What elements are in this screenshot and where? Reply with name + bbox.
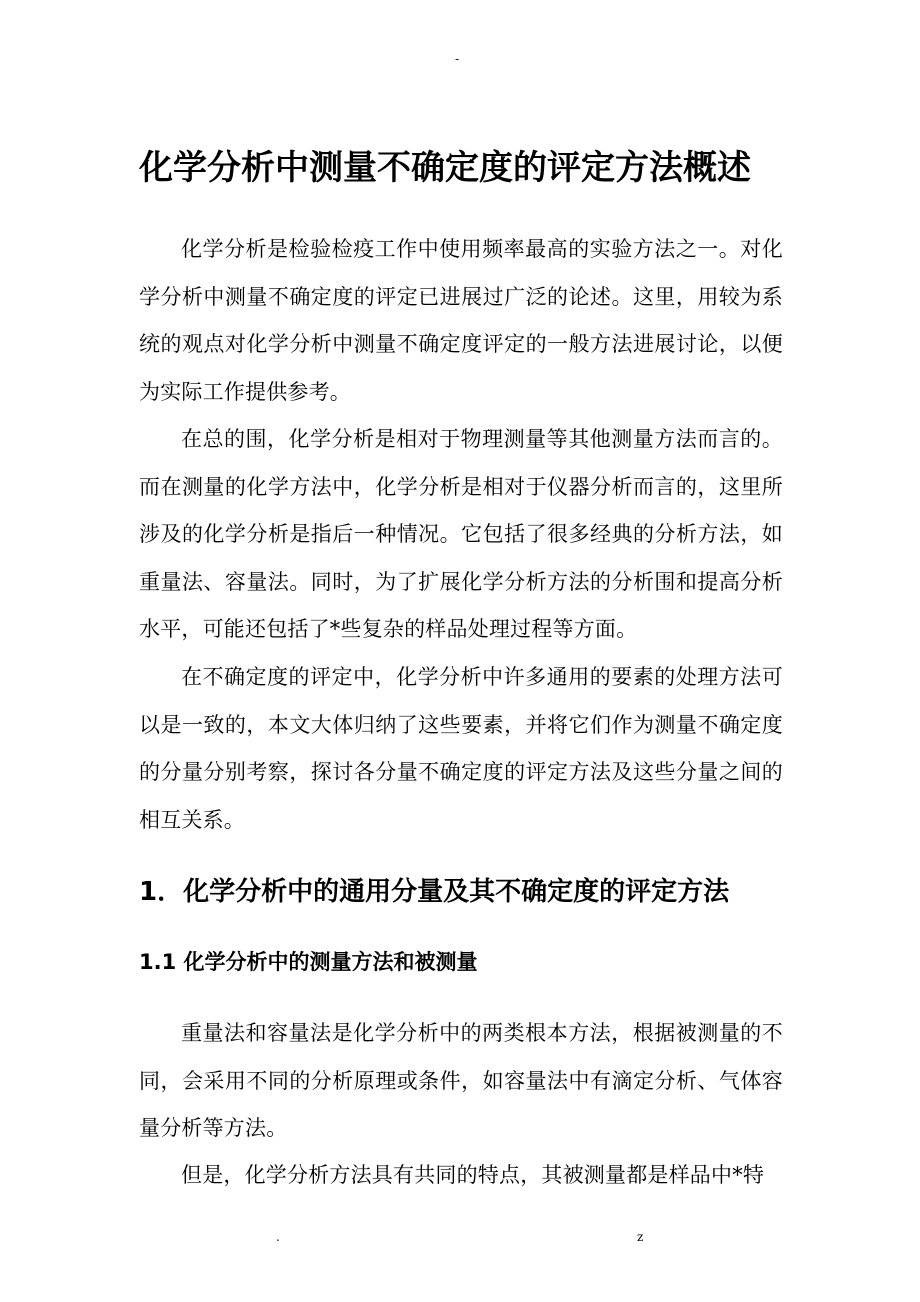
paragraph-intro: 化学分析是检验检疫工作中使用频率最高的实验方法之一。对化学分析中测量不确定度的评定已进展过广泛的论述。这里，用较为系统的观点对化学分析中测量不确定度评定的一般方法进展讨论，以便为实际工作提供参考。 bbox=[139, 237, 783, 404]
paragraph-scope: 在总的围，化学分析是相对于物理测量等其他测量方法而言的。而在测量的化学方法中，化学分析是相对于仪器分析而言的，这里所涉及的化学分析是指后一种情况。它包括了很多经典的分析方法，如重量法、容量法。同时，为了扩展化学分析方法的分析围和提高分析水平，可能还包括了*些复杂的样品处理过程等方面。 bbox=[139, 427, 783, 641]
paragraph-common-features: 但是，化学分析方法具有共同的特点，其被测量都是样品中*特 bbox=[181, 1163, 765, 1187]
subsection-heading-1-1: 1.1 化学分析中的测量方法和被测量 bbox=[139, 950, 478, 974]
paragraph-methods: 重量法和容量法是化学分析中的两类根本方法，根据被测量的不同，会采用不同的分析原理或条件，如容量法中有滴定分析、气体容量分析等方法。 bbox=[139, 1021, 783, 1140]
paragraph-elements: 在不确定度的评定中，化学分析中许多通用的要素的处理方法可以是一致的，本文大体归纳了这些要素，并将它们作为测量不确定度的分量分别考察，探讨各分量不确定度的评定方法及这些分量之间的相互关系。 bbox=[139, 665, 783, 832]
document-title: 化学分析中测量不确定度的评定方法概述 bbox=[139, 148, 751, 188]
page-footer-right-mark: z bbox=[637, 1230, 644, 1244]
section-heading-1: 1．化学分析中的通用分量及其不确定度的评定方法 bbox=[139, 877, 730, 907]
page-header-mark: - bbox=[455, 52, 460, 66]
page-footer-left-mark: . bbox=[276, 1230, 280, 1244]
